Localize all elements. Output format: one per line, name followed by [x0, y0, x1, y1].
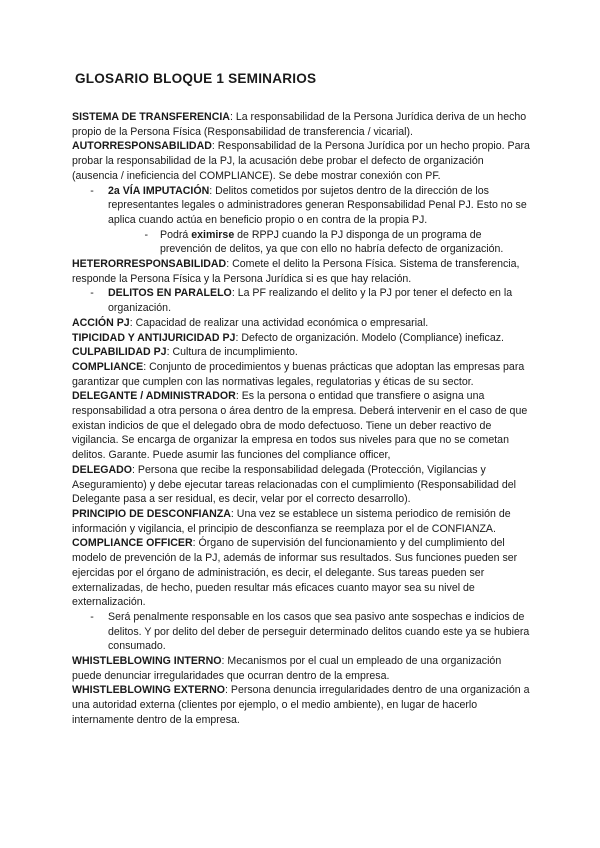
entry-tipicidad: [72, 331, 532, 346]
entry-sistema-transferencia: [72, 110, 532, 139]
definition: : Defecto de organización. Modelo (Compliance) ineficaz.: [235, 331, 504, 344]
definition: : Delitos cometidos por sujetos dentro de la dirección de los representantes legales o administradores generan Responsabilidad Penal PJ. Esto no se aplica cuando actúa en beneficio propio o en contra de la propia PJ.: [108, 184, 527, 226]
entry-delegante: [72, 389, 532, 463]
term: DELITOS EN PARALELO: [108, 287, 232, 300]
definition: : Conjunto de procedimientos y buenas prácticas que adoptan las empresas para garantizar que cumplen con las normativas legales, regulatorias y éticas de su sector.: [72, 360, 525, 388]
text-fragment: Podrá: [160, 228, 192, 241]
bullet-dash: -: [144, 228, 148, 241]
term: CULPABILIDAD PJ: [72, 346, 167, 359]
definition: : La responsabilidad de la Persona Jurídica deriva de un hecho propio de la Persona Física (Responsabilidad de transferencia / vicarial).: [72, 111, 527, 138]
entry-compliance: [72, 360, 532, 389]
term: AUTORRESPONSABILIDAD: [72, 140, 212, 153]
glossary-body: [72, 110, 532, 728]
term: COMPLIANCE: [72, 360, 144, 373]
definition: : Cultura de incumplimiento.: [166, 346, 298, 359]
term: TIPICIDAD Y ANTIJURICIDAD PJ: [72, 331, 236, 344]
bullet-dash: -: [90, 287, 94, 300]
definition: : Persona denuncia irregularidades dentro de una organización a una autoridad externa (clientes por ejemplo, o el medio ambiente), en lugar de hacerlo internamente dentro de la empresa.: [72, 684, 530, 726]
entry-compliance-officer: [72, 536, 532, 610]
entry-accion-pj: [72, 316, 532, 331]
entry-autorresponsabilidad: [72, 139, 532, 183]
term: WHISTLEBLOWING EXTERNO: [72, 684, 226, 697]
entry-delegado: [72, 463, 532, 507]
definition: : Órgano de supervisión del funcionamiento y del cumplimiento del modelo de prevención de la PJ, además de informar sus resultados. Sus funciones pueden ser ejercidas por el órgano de administración, es decir, el delegante. Sus tareas pueden ser externalizadas, de hecho, pueden resultar más eficaces cuanto mayor sea su nivel de externalización.: [72, 537, 518, 609]
definition: : Comete el delito la Persona Física. Sistema de transferencia, responde la Persona Física y la Persona Jurídica si es que hay relación.: [72, 258, 520, 285]
entry-whistleblowing-interno: [72, 654, 532, 683]
bullet-penalmente-responsable: [72, 610, 532, 654]
entry-culpabilidad: [72, 345, 532, 360]
term: SISTEMA DE TRANSFERENCIA: [72, 111, 230, 123]
bullet-text: [108, 184, 532, 228]
emphasis: eximirse: [191, 228, 235, 241]
definition: : Capacidad de realizar una actividad económica o empresarial.: [129, 316, 429, 329]
bullet-2a-via-imputacion: [72, 184, 532, 228]
definition: : Es la persona o entidad que transfiere o asigna una responsabilidad a otra persona o área dentro de la empresa. Deberá intervenir en el caso de que existan indicios de que el delegado obra de modo defectuoso. Tiene un deber reactivo de vigilancia. Se encarga de organizar la empresa en todos sus niveles para que no se cometan delitos. Garante. Puede asumir las funciones del compliance officer,: [72, 390, 528, 462]
text-fragment: de RPPJ cuando la PJ disponga de un programa de prevención de delitos, ya que con ello no habría defecto de organización.: [160, 228, 504, 256]
subbullet-eximirse: [108, 228, 532, 257]
term: DELEGANTE / ADMINISTRADOR: [72, 390, 236, 403]
term: DELEGADO: [72, 463, 133, 476]
definition: : Una vez se establece un sistema periodico de remisión de información y vigilancia, el principio de desconfianza se reemplaza por el de CONFIANZA.: [72, 507, 511, 535]
entry-whistleblowing-externo: [72, 683, 532, 727]
entry-heterorresponsabilidad: [72, 257, 532, 286]
term: 2a VÍA IMPUTACIÓN: [108, 184, 210, 197]
definition: : Persona que recibe la responsabilidad delegada (Protección, Vigilancias y Aseguramiento) y debe ejecutar tareas relacionadas con el cumplimiento (Responsabilidad del Delegante pasa a ser residual, es decir, velar por el correcto desarrollo).: [72, 463, 517, 506]
term: ACCIÓN PJ: [72, 316, 130, 329]
term: HETERORRESPONSABILIDAD: [72, 258, 227, 271]
bullet-text: [108, 286, 532, 315]
bullet-text: Será penalmente responsable en los casos que sea pasivo ante sospechas e indicios de delitos. Y por delito del deber de perseguir determinado delitos cuando este ya se hubiera consumado.: [108, 610, 530, 653]
document-title: GLOSARIO BLOQUE 1 SEMINARIOS: [75, 71, 317, 86]
definition: : La PF realizando el delito y la PJ por tener el defecto en la organización.: [108, 287, 513, 315]
bullet-delitos-en-paralelo: [72, 286, 532, 315]
term: PRINCIPIO DE DESCONFIANZA: [72, 507, 231, 520]
definition: : Responsabilidad de la Persona Jurídica por un hecho propio. Para probar la responsabilidad de la PJ, la acusación debe probar el defecto de organización (ausencia / ineficiencia del COMPLIANCE). Se debe mostrar conexión con PF.: [72, 140, 530, 182]
definition: : Mecanismos por el cual un empleado de una organización puede denunciar irregularidades que ocurran dentro de la empresa.: [72, 655, 502, 682]
term: COMPLIANCE OFFICER: [72, 537, 193, 550]
term: WHISTLEBLOWING INTERNO: [72, 655, 222, 668]
bullet-text: [160, 228, 532, 257]
entry-principio-desconfianza: [72, 507, 532, 536]
bullet-dash: -: [90, 184, 94, 197]
bullet-dash: -: [90, 610, 94, 623]
